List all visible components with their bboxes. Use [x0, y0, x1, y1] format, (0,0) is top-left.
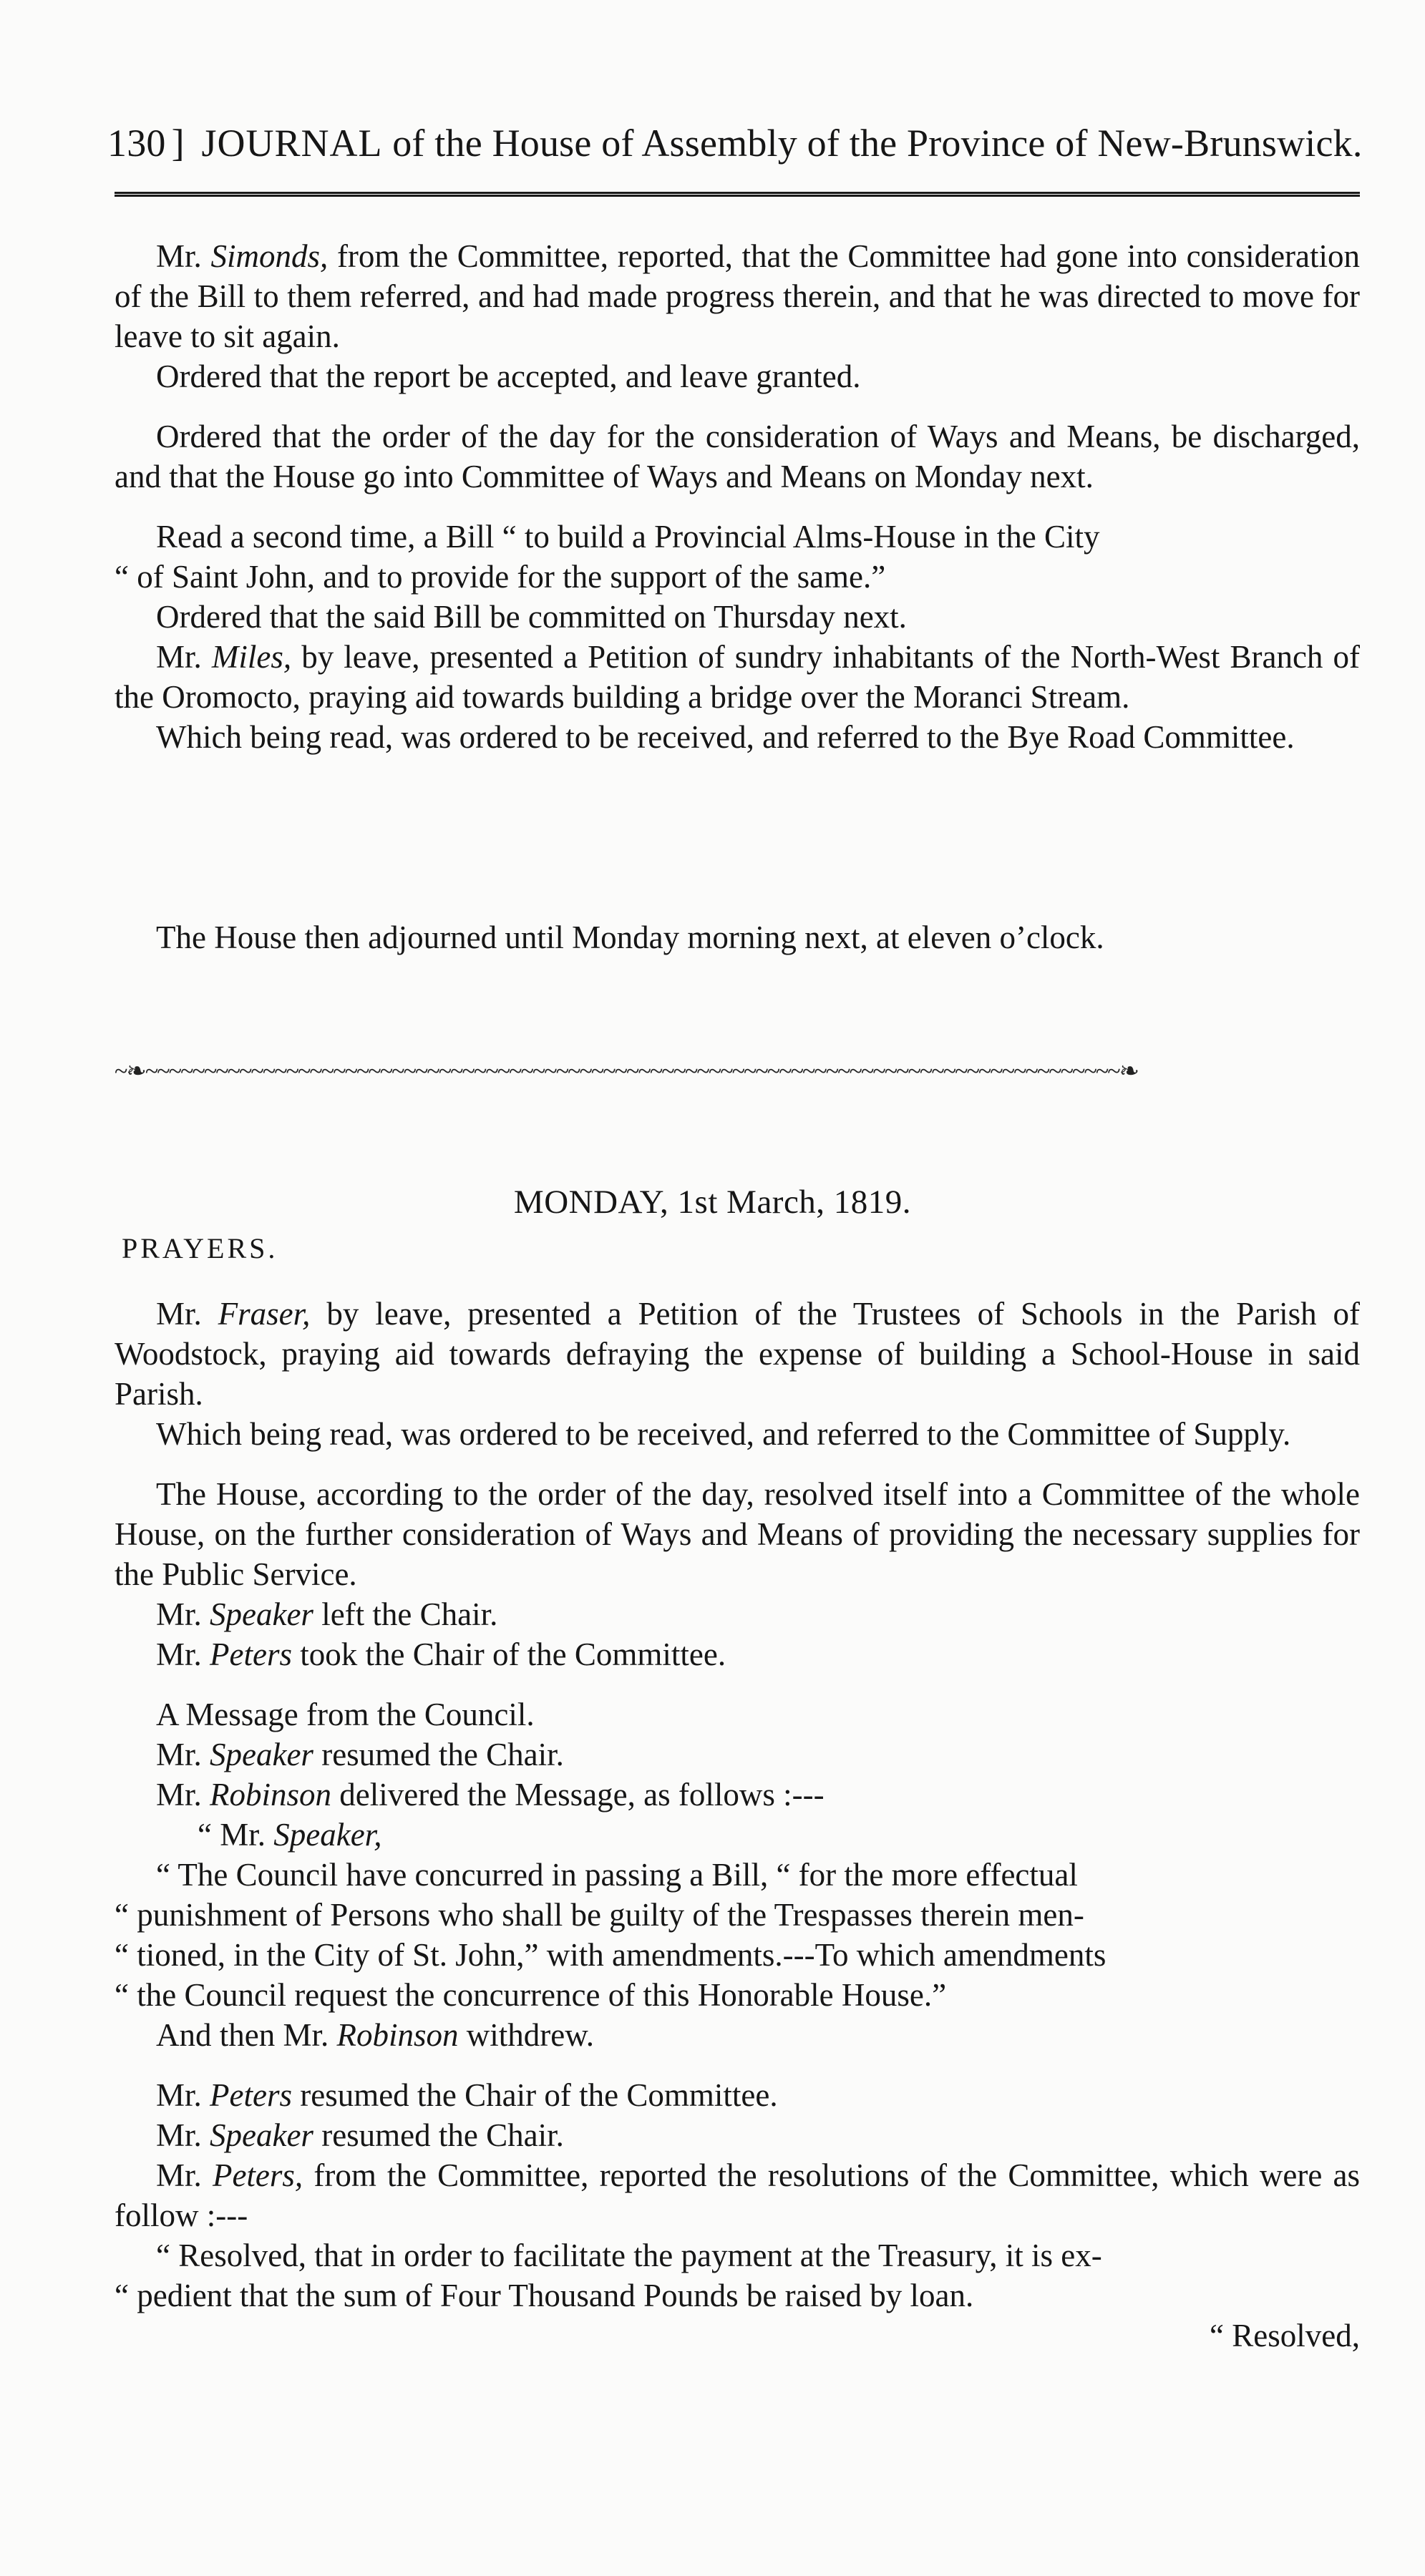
paragraph-adjournment: The House then adjourned until Monday morning next, at eleven o’clock.	[156, 919, 1104, 955]
paragraph-simonds-report: Mr. Simonds, from the Committee, reported, that the Committee had gone into consideration of the Bill to them referred, and had made progress therein, and that he was directed to move for leave to sit again.	[115, 238, 1361, 354]
paragraph-report-accepted: Ordered that the report be accepted, and leave granted.	[156, 358, 861, 394]
paragraph-mr-speaker-address: “ Mr. Speaker,	[198, 1817, 382, 1853]
running-header	[107, 120, 1363, 166]
paragraph-fraser-petition: Mr. Fraser, by leave, presented a Petition of the Trustees of Schools in the Parish of Woodstock, praying aid towards defraying the expense of building a School-House in said Parish.	[115, 1296, 1361, 1412]
header-journal: JOURNAL	[201, 122, 383, 165]
paragraph-bye-road: Which being read, was ordered to be received, and referred to the Bye Road Committee.	[156, 719, 1295, 755]
paragraph-peters-reported: Mr. Peters, from the Committee, reported the resolutions of the Committee, which were as follow :---	[115, 2157, 1360, 2233]
section-1	[115, 236, 1360, 757]
paragraph-committee-supply: Which being read, was ordered to be received, and referred to the Committee of Supply.	[156, 1416, 1291, 1452]
member-name: Peters,	[212, 2157, 303, 2193]
member-name: Speaker	[210, 1596, 313, 1632]
page-number: 130	[107, 122, 166, 165]
paragraph-speaker-resumed-2: Mr. Speaker resumed the Chair.	[156, 2117, 564, 2153]
member-name: Peters	[210, 1636, 292, 1672]
paragraph-peters-resumed: Mr. Peters resumed the Chair of the Committee.	[156, 2077, 778, 2113]
header-double-rule	[115, 192, 1360, 197]
paragraph-council-message: A Message from the Council.	[156, 1697, 535, 1732]
paragraph-resolution-loan: “ Resolved, that in order to facilitate the payment at the Treasury, it is ex- “ pedient that the sum of Four Thousand Pounds be raised by loan.	[115, 2238, 1102, 2313]
prayers-label: PRAYERS.	[122, 1232, 278, 1264]
member-name: Robinson	[336, 2017, 459, 2053]
member-name: Miles,	[211, 639, 292, 675]
paragraph-council-concurred: “ The Council have concurred in passing a Bill, “ for the more effectual “ punishment of Persons who shall be guilty of the Trespasses therein men- “ tioned, in the City of St. John,” with amendments.---To which amendments “ the Council request the concurrence of this Honorable House.”	[115, 1857, 1107, 2013]
header-title-rest: of the House of Assembly of the Province of New-Brunswick.	[392, 122, 1363, 165]
ornamental-divider: ~❧~~~~~~~~~~~~~~~~~~~~~~~~~~~~~~~~~~~~~~~~~~~~~~~~~~~~~~~~~~~~~~~~~~~~~~~~~~~~~~~~~~~❧	[115, 1058, 1139, 1085]
member-name: Speaker	[210, 1737, 313, 1772]
paragraph-robinson-withdrew: And then Mr. Robinson withdrew.	[156, 2017, 595, 2053]
paragraph-committee-whole: The House, according to the order of the day, resolved itself into a Committee of the whole House, on the further consideration of Ways and Means of providing the necessary supplies for the Public Service.	[115, 1476, 1360, 1592]
member-name: Fraser,	[218, 1296, 311, 1332]
date-heading: MONDAY, 1st March, 1819.	[513, 1184, 912, 1221]
paragraph-robinson-delivered: Mr. Robinson delivered the Message, as follows :---	[156, 1777, 825, 1813]
paragraph-bill-committed: Ordered that the said Bill be committed on Thursday next.	[156, 599, 907, 635]
paragraph-miles-petition: Mr. Miles, by leave, presented a Petition of sundry inhabitants of the North-West Branch of the Oromocto, praying aid towards building a bridge over the Moranci Stream.	[115, 639, 1361, 715]
paragraph-speaker-resumed: Mr. Speaker resumed the Chair.	[156, 1737, 564, 1772]
paragraph-ways-means-order: Ordered that the order of the day for the consideration of Ways and Means, be discharged, and that the House go into Committee of Ways and Means on Monday next.	[115, 419, 1360, 494]
paragraph-alms-house-bill: Read a second time, a Bill “ to build a Provincial Alms-House in the City “ of Saint John, and to provide for the support of the same.”	[115, 519, 1100, 595]
paragraph-peters-chair: Mr. Peters took the Chair of the Committee.	[156, 1636, 726, 1672]
catchword: “ Resolved,	[1210, 2318, 1360, 2353]
member-name: Speaker,	[273, 1817, 382, 1853]
paragraph-speaker-left: Mr. Speaker left the Chair.	[156, 1596, 498, 1632]
header-bracket: ]	[171, 122, 185, 165]
member-name: Speaker	[210, 2117, 313, 2153]
member-name: Simonds,	[210, 238, 329, 274]
section-2	[115, 1294, 1360, 2356]
member-name: Peters	[210, 2077, 292, 2113]
member-name: Robinson	[210, 1777, 332, 1813]
